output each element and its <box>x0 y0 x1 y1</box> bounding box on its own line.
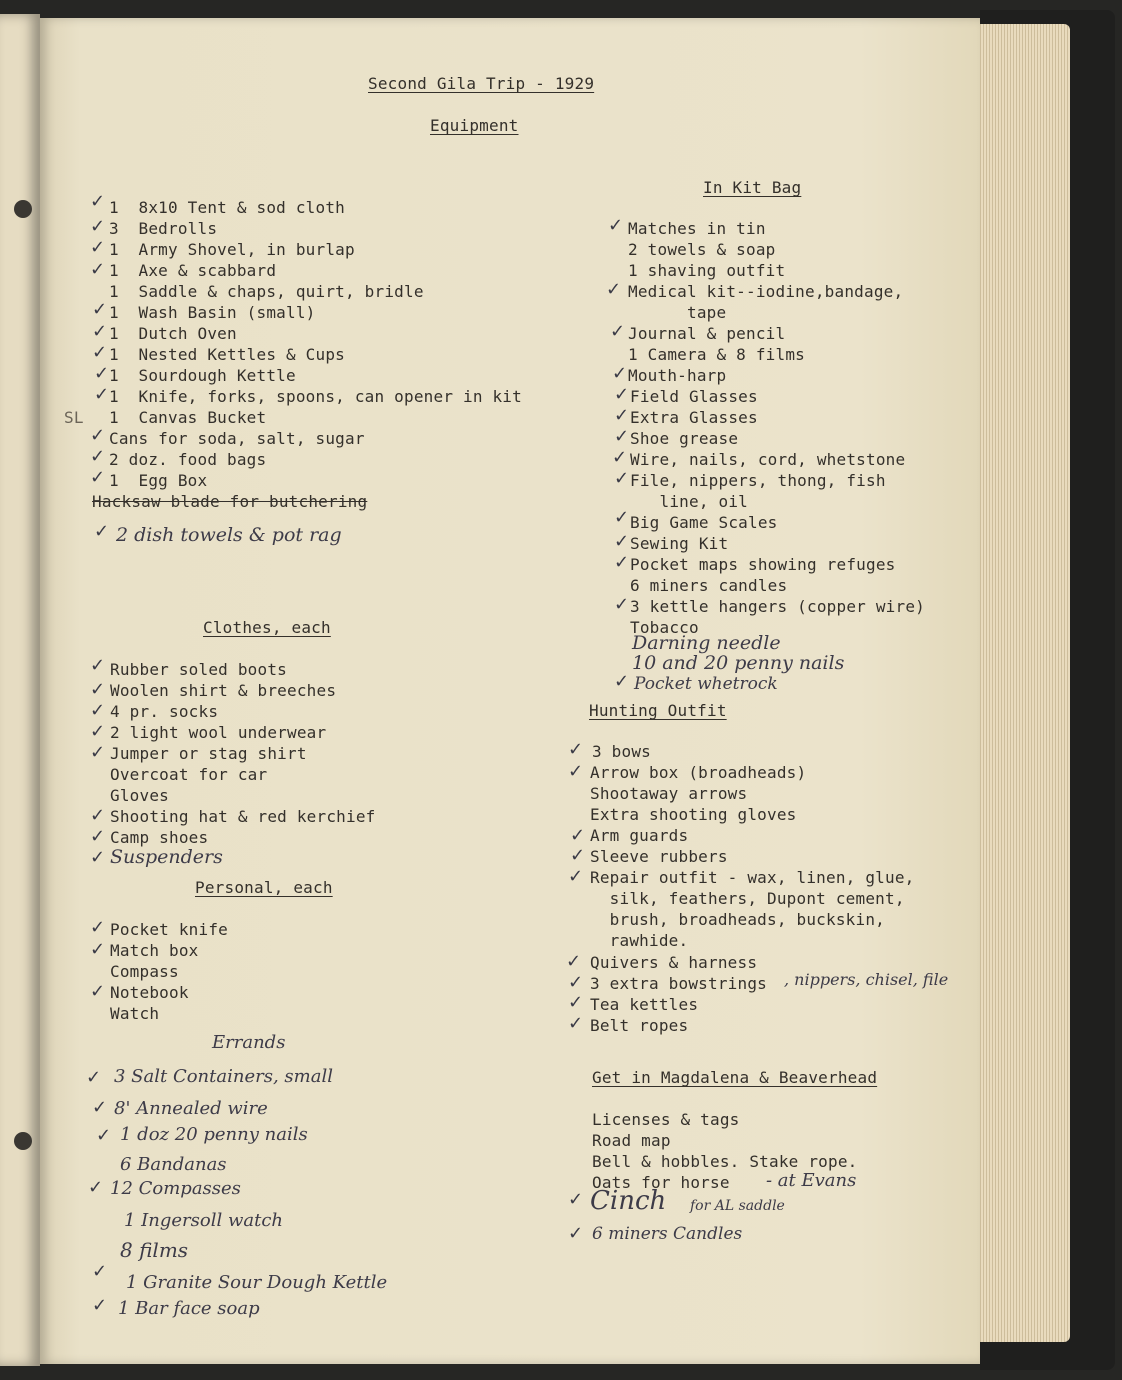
check-icon: ✓ <box>614 426 630 447</box>
check-icon: ✓ <box>90 981 106 1002</box>
personal-heading: Personal, each <box>195 878 333 897</box>
check-icon: ✓ <box>614 531 630 552</box>
check-icon: ✓ <box>90 191 106 212</box>
list-item: 1 Granite Sour Dough Kettle <box>126 1272 388 1293</box>
list-item: 12 Compasses <box>110 1178 241 1199</box>
list-item: Bell & hobbles. Stake rope. <box>592 1152 858 1171</box>
list-item: 1 Camera & 8 films <box>628 345 805 364</box>
handwritten-note: Darning needle <box>632 632 781 654</box>
list-item: 6 miners candles <box>630 576 788 595</box>
list-item: 1 Army Shovel, in burlap <box>109 240 355 259</box>
check-icon: ✓ <box>568 761 584 782</box>
list-item: 2 light wool underwear <box>110 723 327 742</box>
check-icon: ✓ <box>96 1125 112 1146</box>
check-icon: ✓ <box>614 405 630 426</box>
document-page <box>40 18 980 1364</box>
list-item: Extra Glasses <box>630 408 758 427</box>
binder-hole <box>14 1132 32 1150</box>
check-icon: ✓ <box>92 1295 108 1316</box>
hunting-heading: Hunting Outfit <box>589 701 727 720</box>
list-item: 1 Egg Box <box>109 471 208 490</box>
page-title: Second Gila Trip - 1929 <box>368 74 595 93</box>
list-item: Shooting hat & red kerchief <box>110 807 376 826</box>
list-item: 3 Salt Containers, small <box>114 1066 333 1087</box>
check-icon: ✓ <box>610 321 626 342</box>
check-icon: ✓ <box>606 279 622 300</box>
list-item: Watch <box>110 1004 160 1023</box>
check-icon: ✓ <box>92 342 108 363</box>
check-icon: ✓ <box>92 321 108 342</box>
list-item: 3 Bedrolls <box>109 219 218 238</box>
binder-hole <box>14 200 32 218</box>
list-item: Licenses & tags <box>592 1110 740 1129</box>
check-icon: ✓ <box>568 972 584 993</box>
check-icon: ✓ <box>86 1067 102 1088</box>
list-item: 1 Canvas Bucket <box>109 408 267 427</box>
list-item: Tobacco <box>630 618 699 637</box>
check-icon: ✓ <box>568 1013 584 1034</box>
list-item: rawhide. <box>590 931 689 950</box>
list-item: Overcoat for car <box>110 765 268 784</box>
check-icon: ✓ <box>90 259 106 280</box>
list-item: Tea kettles <box>590 995 699 1014</box>
check-icon: ✓ <box>90 742 106 763</box>
check-icon: ✓ <box>94 363 110 384</box>
check-icon: ✓ <box>94 521 110 542</box>
list-item: 1 Wash Basin (small) <box>109 303 316 322</box>
list-item: 3 extra bowstrings <box>590 974 767 993</box>
check-icon: ✓ <box>90 847 106 868</box>
check-icon: ✓ <box>92 1097 108 1118</box>
check-icon: ✓ <box>614 594 630 615</box>
list-item: Oats for horse <box>592 1173 730 1192</box>
page-edges <box>975 24 1070 1342</box>
handwritten-note: 10 and 20 penny nails <box>632 652 845 674</box>
check-icon: ✓ <box>94 384 110 405</box>
list-item: 1 Knife, forks, spoons, can opener in kit <box>109 387 522 406</box>
list-item: Mouth-harp <box>628 366 727 385</box>
list-item: 2 towels & soap <box>628 240 776 259</box>
list-item: silk, feathers, Dupont cement, <box>590 889 905 908</box>
list-item: Shoe grease <box>630 429 739 448</box>
list-item: 3 kettle hangers (copper wire) <box>630 597 925 616</box>
check-icon: ✓ <box>90 216 106 237</box>
list-item: 8' Annealed wire <box>114 1098 268 1119</box>
list-item: 1 Nested Kettles & Cups <box>109 345 345 364</box>
list-item: Pocket maps showing refuges <box>630 555 896 574</box>
list-item: 1 Dutch Oven <box>109 324 237 343</box>
list-item: Sewing Kit <box>630 534 729 553</box>
list-item: Rubber soled boots <box>110 660 287 679</box>
check-icon: ✓ <box>90 721 106 742</box>
list-item: Gloves <box>110 786 169 805</box>
list-item: Arrow box (broadheads) <box>590 763 807 782</box>
check-icon: ✓ <box>90 700 106 721</box>
check-icon: ✓ <box>88 1177 104 1198</box>
list-item: 1 doz 20 penny nails <box>120 1124 308 1145</box>
list-item: 2 doz. food bags <box>109 450 267 469</box>
list-item: Field Glasses <box>630 387 758 406</box>
check-icon: ✓ <box>90 237 106 258</box>
list-item: Sleeve rubbers <box>590 847 728 866</box>
list-item: Matches in tin <box>628 219 766 238</box>
list-item: 4 pr. socks <box>110 702 219 721</box>
list-item: Camp shoes <box>110 828 209 847</box>
list-item: Match box <box>110 941 199 960</box>
check-icon: ✓ <box>90 679 106 700</box>
check-icon: ✓ <box>568 739 584 760</box>
check-icon: ✓ <box>568 1189 584 1210</box>
check-icon: ✓ <box>90 939 106 960</box>
check-icon: ✓ <box>614 671 630 692</box>
handwritten-note: Suspenders <box>110 846 223 868</box>
check-icon: ✓ <box>92 299 108 320</box>
check-icon: ✓ <box>614 552 630 573</box>
list-item: brush, broadheads, buckskin, <box>590 910 885 929</box>
list-item: File, nippers, thong, fish <box>630 471 886 490</box>
check-icon: ✓ <box>614 468 630 489</box>
check-icon: ✓ <box>90 467 106 488</box>
check-icon: ✓ <box>90 655 106 676</box>
list-item: Medical kit--iodine,bandage, <box>628 282 904 301</box>
check-icon: ✓ <box>570 845 586 866</box>
handwritten-note: - at Evans <box>766 1170 857 1191</box>
list-item: Compass <box>110 962 179 981</box>
check-icon: ✓ <box>92 1261 108 1282</box>
list-item: Big Game Scales <box>630 513 778 532</box>
list-item: line, oil <box>630 492 748 511</box>
list-item: Notebook <box>110 983 189 1002</box>
list-item: Jumper or stag shirt <box>110 744 307 763</box>
list-item: Shootaway arrows <box>590 784 748 803</box>
check-icon: ✓ <box>90 805 106 826</box>
list-item: Quivers & harness <box>590 953 758 972</box>
check-icon: ✓ <box>568 866 584 887</box>
check-icon: ✓ <box>90 425 106 446</box>
check-icon: ✓ <box>614 384 630 405</box>
list-item: Woolen shirt & breeches <box>110 681 337 700</box>
handwritten-note: , nippers, chisel, file <box>784 970 949 989</box>
list-item: Arm guards <box>590 826 689 845</box>
list-item: tape <box>628 303 727 322</box>
handwritten-note: for AL saddle <box>690 1198 785 1214</box>
check-icon: ✓ <box>566 951 582 972</box>
handwritten-note: 2 dish towels & pot rag <box>116 524 342 546</box>
list-item: Cans for soda, salt, sugar <box>109 429 365 448</box>
check-icon: ✓ <box>570 825 586 846</box>
kit-bag-heading: In Kit Bag <box>703 178 802 197</box>
list-item: Journal & pencil <box>628 324 786 343</box>
handwritten-note: Cinch <box>590 1186 667 1216</box>
list-item: Belt ropes <box>590 1016 689 1035</box>
list-item: 1 Ingersoll watch <box>124 1210 284 1231</box>
list-item: 1 Sourdough Kettle <box>109 366 296 385</box>
check-icon: ✓ <box>612 447 628 468</box>
list-item: 1 8x10 Tent & sod cloth <box>109 198 345 217</box>
list-item: Pocket knife <box>110 920 228 939</box>
check-icon: ✓ <box>90 446 106 467</box>
check-icon: ✓ <box>90 826 106 847</box>
list-item: Road map <box>592 1131 671 1150</box>
list-item: 1 shaving outfit <box>628 261 786 280</box>
struck-item: Hacksaw blade for butchering <box>92 492 368 511</box>
list-item: 1 Saddle & chaps, quirt, bridle <box>109 282 424 301</box>
handwritten-note: Pocket whetrock <box>634 674 778 694</box>
errands-heading: Errands <box>212 1032 286 1053</box>
check-icon: ✓ <box>612 363 628 384</box>
magdalena-heading: Get in Magdalena & Beaverhead <box>592 1068 878 1087</box>
margin-note: SL <box>64 408 84 427</box>
list-item: Wire, nails, cord, whetstone <box>630 450 906 469</box>
check-icon: ✓ <box>90 917 106 938</box>
list-item: 6 Bandanas <box>120 1154 227 1175</box>
check-icon: ✓ <box>614 507 630 528</box>
clothes-heading: Clothes, each <box>203 618 331 637</box>
list-item: 1 Axe & scabbard <box>109 261 277 280</box>
list-item: Extra shooting gloves <box>590 805 797 824</box>
check-icon: ✓ <box>568 992 584 1013</box>
page-subtitle: Equipment <box>430 116 519 135</box>
list-item: Repair outfit - wax, linen, glue, <box>590 868 915 887</box>
handwritten-note: 6 miners Candles <box>592 1224 743 1244</box>
check-icon: ✓ <box>608 215 624 236</box>
list-item: 8 films <box>120 1238 189 1262</box>
list-item: 1 Bar face soap <box>118 1298 260 1319</box>
list-item: 3 bows <box>592 742 651 761</box>
check-icon: ✓ <box>568 1223 584 1244</box>
